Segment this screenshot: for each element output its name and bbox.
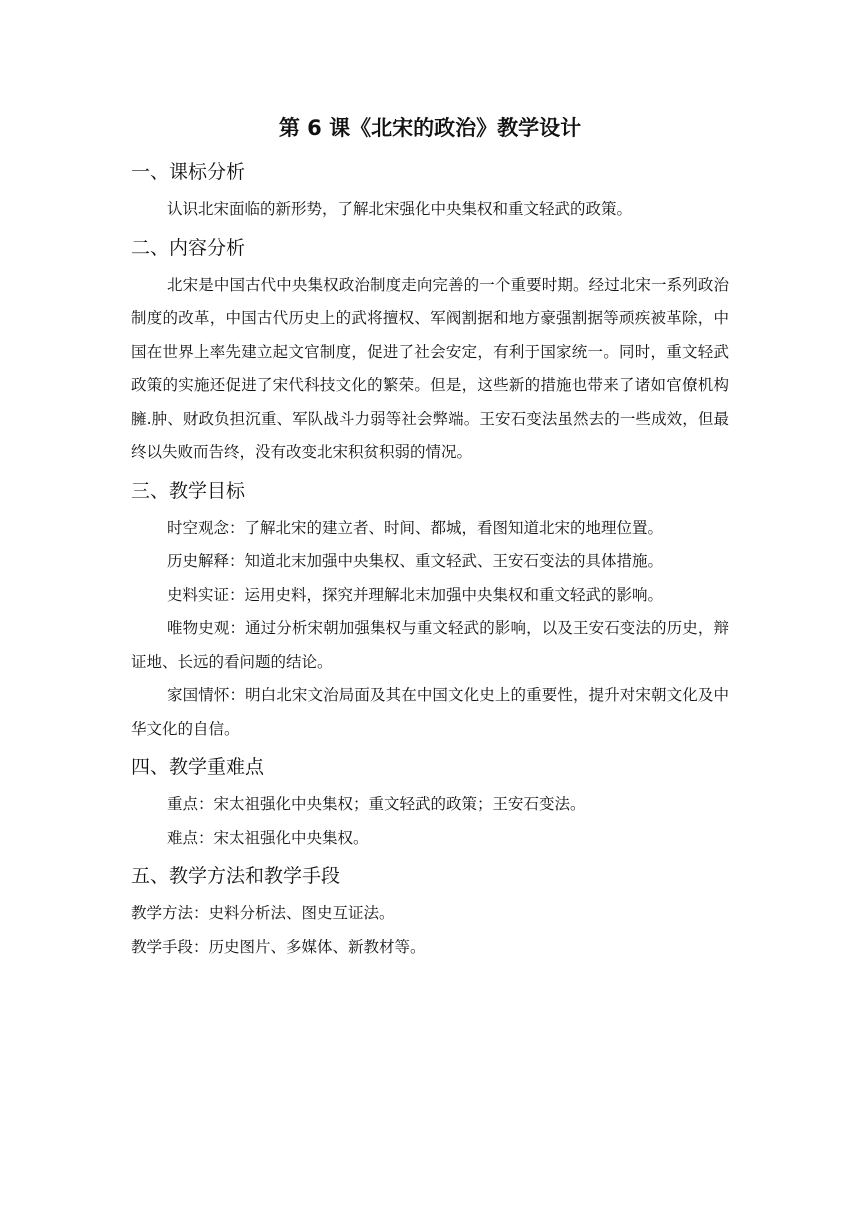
section-heading: 一、课标分析 (131, 161, 246, 183)
objective-evidence: 史料实证：运用史料，探究并理解北末加强中央集权和重文轻武的影响。 (167, 585, 664, 604)
section-heading: 四、教学重难点 (131, 756, 265, 778)
teaching-means: 教学手段：历史图片、多媒体、新教材等。 (131, 937, 426, 956)
section-methods-means (131, 859, 729, 964)
objective-patriotism: 家国情怀：明白北宋文治局面及其在中国文化史上的重要性，提升对宋朝文化及中华文化的自信。 (131, 686, 729, 738)
section-key-difficult-points (131, 750, 729, 855)
objective-materialism: 唯物史观：通过分析宋朝加强集权与重文轻武的影响，以及王安石变法的历史，辩证地、长远的看问题的结论。 (131, 619, 729, 671)
objective-spatiotemporal: 时空观念：了解北宋的建立者、时间、都城，看图知道北宋的地理位置。 (167, 518, 664, 537)
section-teaching-objectives (131, 474, 729, 747)
section-heading: 三、教学目标 (131, 479, 246, 502)
section-curriculum-analysis (131, 155, 729, 227)
teaching-methods: 教学方法：史料分析法、图史互证法。 (131, 904, 395, 922)
document-title: 第 6 课《北宋的政治》教学设计 (278, 116, 582, 140)
section-heading: 二、内容分析 (131, 236, 246, 259)
section-heading: 五、教学方法和教学手段 (131, 865, 341, 887)
objective-historical-interpretation: 历史解释：知道北末加强中央集权、重文轻武、王安石变法的具体措施。 (167, 552, 664, 570)
section-content-analysis (131, 231, 729, 470)
difficult-points: 难点：宋太祖强化中央集权。 (167, 828, 369, 847)
paragraph: 认识北宋面临的新形势，了解北宋强化中央集权和重文轻武的政策。 (167, 200, 633, 218)
key-points: 重点：宋太祖强化中央集权；重文轻武的政策；王安石变法。 (167, 795, 586, 813)
document-body (131, 155, 729, 964)
paragraph: 北宋是中国古代中央集权政治制度走向完善的一个重要时期。经过北宋一系列政治制度的改革，中国古代历史上的武将擅权、军阀割据和地方豪强割据等顽疾被革除，中国在世界上率先建立起文官制度，促进了社会安定，有利于国家统一。同时，重文轻武政策的实施还促进了宋代科技文化的繁荣。但是，这些新的措施也带来了诸如官僚机构臃.肿、财政负担沉重、军队战斗力弱等社会弊端。王安石变法虽然去的一些成效，但最终以失败而告终，没有改变北宋积贫积弱的情况。 (131, 275, 729, 461)
